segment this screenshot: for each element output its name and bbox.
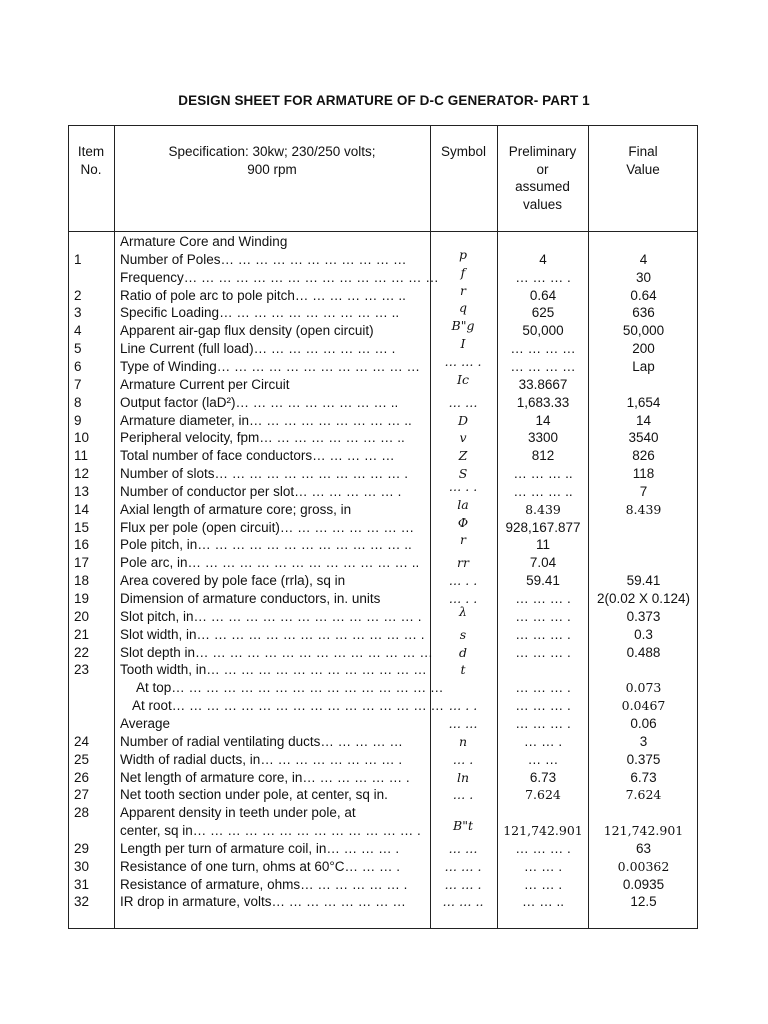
row-symbol: p xyxy=(458,246,467,262)
row-description: Average xyxy=(120,715,171,731)
preliminary-value: … … … . xyxy=(515,626,571,642)
item-number: 1 xyxy=(74,251,82,267)
preliminary-value: … … .. xyxy=(521,894,564,910)
item-number: 14 xyxy=(74,501,90,517)
header-text: Symbol xyxy=(440,144,486,159)
item-number: 21 xyxy=(74,626,90,642)
preliminary-value: 11 xyxy=(535,537,550,553)
header-text: Specification: 30kw; 230/250 volts; xyxy=(168,144,376,159)
item-number: 6 xyxy=(74,358,82,374)
preliminary-value: 7.04 xyxy=(529,555,557,571)
preliminary-value: … … . xyxy=(523,876,563,892)
table-row xyxy=(0,840,768,858)
header-text: Preliminary xyxy=(508,144,577,159)
table-row xyxy=(0,818,768,840)
row-description: Armature Core and Winding xyxy=(120,234,288,249)
row-symbol: B"t xyxy=(453,818,473,834)
row-description: Frequency… … … … … … … … … … … … … … … xyxy=(120,269,439,285)
row-description: Axial length of armature core; gross, in xyxy=(120,501,352,517)
table-row xyxy=(0,282,768,305)
row-symbol: S xyxy=(458,466,468,482)
row-symbol: t xyxy=(460,662,466,678)
row-description: Line Current (full load)… … … … … … … … . xyxy=(120,341,396,357)
table-row xyxy=(0,465,768,483)
final-value: 7.624 xyxy=(625,787,662,803)
header-text: Value xyxy=(626,161,660,177)
row-symbol: r xyxy=(460,282,466,298)
table-row xyxy=(0,804,768,822)
row-symbol: la xyxy=(457,496,469,512)
table-row xyxy=(0,394,768,412)
item-number: 2 xyxy=(74,287,82,303)
row-symbol: q xyxy=(458,300,467,316)
row-symbol: … … xyxy=(448,715,478,731)
row-description: Slot width, in… … … … … … … … … … … … … . xyxy=(120,626,425,642)
final-value: 59.41 xyxy=(626,573,661,589)
final-value: 118 xyxy=(632,466,655,482)
header-symbol xyxy=(430,143,497,161)
preliminary-value: … … … . xyxy=(515,644,571,660)
item-number: 28 xyxy=(74,805,90,821)
preliminary-value: 928,167.877 xyxy=(505,519,581,535)
item-number: 24 xyxy=(74,733,90,749)
row-description: Total number of face conductors… … … … … xyxy=(120,448,395,464)
preliminary-value: … … … . xyxy=(515,608,571,624)
preliminary-value: … … . xyxy=(523,858,563,874)
final-value: 0.073 xyxy=(625,680,662,696)
row-description: Slot depth in… … … … … … … … … … … … … … xyxy=(120,644,433,660)
header-text: Item xyxy=(77,144,105,159)
preliminary-value: 625 xyxy=(531,305,555,321)
row-description: At root… … … … … … … … … … … … … … … … xyxy=(132,698,445,714)
table-row xyxy=(0,858,768,876)
row-symbol: … . . xyxy=(448,573,478,589)
table-row xyxy=(0,300,768,322)
row-description: Resistance of one turn, ohms at 60°C… … … . xyxy=(120,858,401,874)
row-symbol: … … . xyxy=(444,858,482,874)
preliminary-value: 1,683.33 xyxy=(516,394,570,410)
preliminary-value: … … … . xyxy=(515,840,571,856)
item-number: 22 xyxy=(74,644,90,660)
row-symbol: … . xyxy=(452,787,474,803)
header-final-value xyxy=(588,143,698,178)
row-symbol: … … .. xyxy=(442,894,484,910)
preliminary-value: … … … … xyxy=(510,358,576,374)
preliminary-value: … … xyxy=(527,751,559,767)
row-description: Ratio of pole arc to pole pitch… … … … … … .. xyxy=(120,287,406,303)
preliminary-value: 33.8667 xyxy=(518,376,568,392)
header-divider xyxy=(68,231,698,232)
header-text: assumed xyxy=(515,179,570,194)
final-value: 0.0935 xyxy=(622,876,665,892)
item-number: 20 xyxy=(74,608,90,624)
preliminary-value: 7.624 xyxy=(525,787,561,803)
row-description: Slot pitch, in… … … … … … … … … … … … … . xyxy=(120,608,422,624)
table-row xyxy=(0,514,768,537)
item-number: 5 xyxy=(74,341,82,357)
header-text: values xyxy=(522,196,563,212)
final-value: 0.375 xyxy=(626,751,661,767)
row-symbol: … . . xyxy=(448,478,478,494)
table-row xyxy=(0,715,768,733)
row-description: Number of conductor per slot… … … … … … . xyxy=(120,483,402,499)
header-preliminary xyxy=(497,143,588,213)
row-symbol: Z xyxy=(458,448,468,464)
row-description: IR drop in armature, volts… … … … … … … … xyxy=(120,894,406,910)
final-value: 3 xyxy=(639,733,648,749)
table-row xyxy=(0,233,768,251)
page-title: DESIGN SHEET FOR ARMATURE OF D-C GENERATOR- PART 1 xyxy=(178,93,590,108)
preliminary-value: 8.439 xyxy=(525,501,561,517)
row-description: Pole pitch, in… … … … … … … … … … … … .. xyxy=(120,537,412,553)
final-value: 1,654 xyxy=(626,394,661,410)
item-number: 27 xyxy=(74,787,90,803)
row-description: Type of Winding… … … … … … … … … … … … xyxy=(120,358,421,374)
preliminary-value: 6.73 xyxy=(529,769,557,785)
row-description: Number of Poles… … … … … … … … … … … xyxy=(120,251,407,267)
table-row xyxy=(0,697,768,715)
final-value: 636 xyxy=(632,305,655,321)
final-value: 200 xyxy=(632,341,655,357)
row-symbol: ln xyxy=(456,769,470,785)
table-row xyxy=(0,264,768,287)
preliminary-value: 0.64 xyxy=(529,287,557,303)
final-value: 0.00362 xyxy=(617,858,670,874)
item-number: 9 xyxy=(74,412,82,428)
table-row xyxy=(0,626,768,644)
table-row xyxy=(0,429,768,447)
item-number: 31 xyxy=(74,876,90,892)
row-symbol: Φ xyxy=(457,514,469,530)
item-number: 18 xyxy=(74,573,90,589)
table-row xyxy=(0,751,768,769)
final-value: 3540 xyxy=(628,430,659,446)
preliminary-value: 4 xyxy=(539,251,547,267)
final-value: 12.5 xyxy=(630,894,657,910)
final-value: 826 xyxy=(632,448,655,464)
item-number: 15 xyxy=(74,519,90,535)
final-value: 0.3 xyxy=(634,626,653,642)
item-number: 4 xyxy=(74,323,82,339)
preliminary-value: … … … .. xyxy=(513,483,573,499)
row-symbol: v xyxy=(459,430,467,446)
final-value: 50,000 xyxy=(622,323,665,339)
row-description: Net tooth section under pole, at center, sq in. xyxy=(120,787,388,803)
final-value: 121,742.901 xyxy=(603,823,684,839)
row-symbol: d xyxy=(458,644,467,660)
final-value: 0.488 xyxy=(626,644,661,660)
item-number: 3 xyxy=(74,305,82,321)
final-value: 2(0.02 X 0.124) xyxy=(596,591,691,606)
table-row xyxy=(0,371,768,394)
table-row xyxy=(0,679,768,697)
row-description: Output factor (laD²)… … … … … … … … … .. xyxy=(120,394,399,410)
item-number: 32 xyxy=(74,894,90,910)
item-number: 23 xyxy=(74,662,90,678)
row-symbol: … … . xyxy=(444,876,482,892)
row-description: Specific Loading… … … … … … … … … … .. xyxy=(120,305,400,321)
preliminary-value: … … … . xyxy=(515,591,571,606)
preliminary-value: … … … . xyxy=(515,715,571,731)
row-description: At top… … … … … … … … … … … … … … … … xyxy=(136,680,444,696)
preliminary-value: 3300 xyxy=(527,430,559,446)
preliminary-value: … … … . xyxy=(515,698,571,714)
item-number: 13 xyxy=(74,483,90,499)
preliminary-value: … … … … xyxy=(510,341,576,357)
row-description: Flux per pole (open circuit)… … … … … … … … xyxy=(120,519,415,535)
row-symbol: D xyxy=(457,412,469,428)
row-symbol: … … xyxy=(448,840,478,856)
header-text: Final xyxy=(628,144,658,159)
row-description: Number of slots… … … … … … … … … … … . xyxy=(120,466,409,482)
row-symbol: B"g xyxy=(451,318,475,334)
row-description: Armature diameter, in… … … … … … … … … .. xyxy=(120,412,412,428)
table-row xyxy=(0,786,768,804)
table-row xyxy=(0,478,768,501)
table-row xyxy=(0,353,768,376)
row-description: Apparent air-gap flux density (open circuit) xyxy=(120,323,374,339)
row-description: Width of radial ducts, in… … … … … … … … . xyxy=(120,751,403,767)
row-symbol: … … xyxy=(448,394,478,410)
final-value: Lap xyxy=(632,358,655,374)
table-row xyxy=(0,447,768,465)
header-text: or xyxy=(536,161,549,177)
table-row xyxy=(0,554,768,572)
item-number: 12 xyxy=(74,466,90,482)
row-symbol: n xyxy=(458,733,468,749)
row-description: Armature Current per Circuit xyxy=(120,376,290,392)
preliminary-value: … … . xyxy=(523,733,563,749)
final-value: 0.373 xyxy=(626,608,661,624)
preliminary-value: 14 xyxy=(535,412,551,428)
preliminary-value: … … … .. xyxy=(513,466,573,482)
row-description: Resistance of armature, ohms… … … … … … . xyxy=(120,876,408,892)
row-description: center, sq in… … … … … … … … … … … … … . xyxy=(120,823,421,839)
table-row xyxy=(0,532,768,554)
preliminary-value: 121,742.901 xyxy=(503,823,583,839)
final-value: 30 xyxy=(635,269,652,285)
final-value: 8.439 xyxy=(625,501,662,517)
table-row xyxy=(0,876,768,894)
table-row xyxy=(0,496,768,519)
row-description: Length per turn of armature coil, in… … … … . xyxy=(120,840,400,856)
row-description: Net length of armature core, in… … … … … … . xyxy=(120,769,410,785)
final-value: 6.73 xyxy=(630,769,657,785)
item-number: 8 xyxy=(74,394,82,410)
final-value: 7 xyxy=(639,483,648,499)
item-number: 10 xyxy=(74,430,90,446)
final-value: 4 xyxy=(639,251,648,267)
row-symbol: … … . xyxy=(444,353,482,369)
preliminary-value: 812 xyxy=(531,448,555,464)
item-number: 30 xyxy=(74,858,90,874)
final-value: 63 xyxy=(635,840,652,856)
table-row xyxy=(0,246,768,269)
row-symbol: I xyxy=(460,336,466,352)
row-description: Area covered by pole face (rrla), sq in xyxy=(120,573,346,589)
row-description: Number of radial ventilating ducts… … … … … xyxy=(120,733,403,749)
row-symbol: r xyxy=(460,532,466,548)
table-row xyxy=(0,412,768,430)
row-symbol: λ xyxy=(459,603,467,619)
final-value: 0.0467 xyxy=(621,698,666,714)
header-text: 900 rpm xyxy=(247,161,297,177)
final-value: 14 xyxy=(635,412,652,428)
header-specification xyxy=(114,143,430,178)
item-number: 11 xyxy=(74,448,89,464)
row-symbol: … . . xyxy=(448,698,478,714)
row-symbol: f xyxy=(460,264,466,280)
preliminary-value: 59.41 xyxy=(526,573,560,589)
table-row xyxy=(0,893,768,911)
table-row xyxy=(0,603,768,626)
row-symbol: Ic xyxy=(457,371,469,387)
table-row xyxy=(0,336,768,358)
table-row xyxy=(0,644,768,662)
row-symbol: s xyxy=(459,626,467,642)
row-description: Apparent density in teeth under pole, at xyxy=(120,805,356,821)
item-number: 19 xyxy=(74,591,90,606)
table-row xyxy=(0,572,768,590)
row-symbol: … . . xyxy=(448,591,478,606)
final-value: 0.06 xyxy=(630,715,657,731)
header-item-no xyxy=(68,143,114,178)
row-description: Pole arc, in… … … … … … … … … … … … … .. xyxy=(120,555,420,571)
preliminary-value: … … … . xyxy=(515,269,571,285)
table-row xyxy=(0,318,768,340)
preliminary-value: … … … . xyxy=(515,680,571,696)
row-description: Dimension of armature conductors, in. units xyxy=(120,591,381,606)
table-row xyxy=(0,733,768,751)
header-text: No. xyxy=(80,161,102,177)
final-value: 0.64 xyxy=(630,287,657,303)
preliminary-value: 50,000 xyxy=(522,323,564,339)
item-number: 7 xyxy=(74,376,82,392)
table-row xyxy=(0,769,768,787)
row-description: Peripheral velocity, fpm… … … … … … … … .. xyxy=(120,430,405,446)
table-row xyxy=(0,661,768,679)
item-number: 25 xyxy=(74,751,90,767)
item-number: 17 xyxy=(74,555,90,571)
item-number: 26 xyxy=(74,769,90,785)
row-description: Tooth width, in… … … … … … … … … … … … … xyxy=(120,662,427,678)
item-number: 29 xyxy=(74,840,90,856)
table-row xyxy=(0,590,768,608)
row-symbol: … . xyxy=(452,751,474,767)
item-number: 16 xyxy=(74,537,90,553)
row-symbol: rr xyxy=(457,555,469,571)
